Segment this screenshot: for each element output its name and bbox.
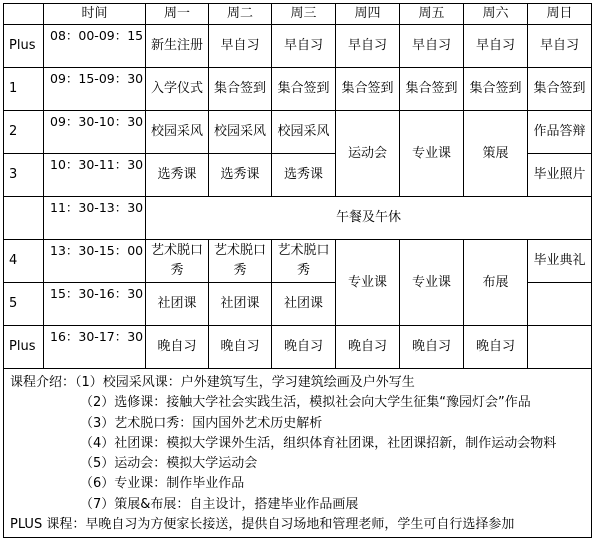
course-cell bbox=[528, 326, 592, 369]
course-cell: 早自习 bbox=[528, 25, 592, 68]
course-cell: 选秀课 bbox=[272, 154, 336, 197]
lunch-cell: 午餐及午休 bbox=[146, 197, 592, 240]
course-cell-merged: 专业课 bbox=[400, 240, 464, 326]
course-cell: 晚自习 bbox=[272, 326, 336, 369]
time-cell: 10：30-11：30 bbox=[44, 154, 146, 197]
header-thu: 周四 bbox=[336, 4, 400, 25]
course-cell-merged: 运动会 bbox=[336, 111, 400, 197]
course-cell: 集合签到 bbox=[400, 68, 464, 111]
period-cell: Plus bbox=[4, 326, 44, 369]
header-wed: 周三 bbox=[272, 4, 336, 25]
course-cell: 集合签到 bbox=[464, 68, 528, 111]
course-cell: 早自习 bbox=[336, 25, 400, 68]
note-line: （7）策展&布展：自主设计，搭建毕业作品画展 bbox=[80, 496, 359, 512]
course-cell: 社团课 bbox=[146, 283, 209, 326]
header-sun: 周日 bbox=[528, 4, 592, 25]
header-period bbox=[4, 4, 44, 25]
header-mon: 周一 bbox=[146, 4, 209, 25]
course-cell-merged: 专业课 bbox=[336, 240, 400, 326]
note-line: PLUS 课程：早晚自习为方便家长接送，提供自习场地和管理老师，学生可自行选择参加 bbox=[10, 517, 515, 533]
header-fri: 周五 bbox=[400, 4, 464, 25]
course-cell: 集合签到 bbox=[209, 68, 272, 111]
time-cell: 15：30-16：30 bbox=[44, 283, 146, 326]
course-cell: 入学仪式 bbox=[146, 68, 209, 111]
course-cell: 集合签到 bbox=[336, 68, 400, 111]
course-cell-merged: 专业课 bbox=[400, 111, 464, 197]
course-cell: 校园采风 bbox=[272, 111, 336, 154]
header-tue: 周二 bbox=[209, 4, 272, 25]
period-cell: 2 bbox=[4, 111, 44, 154]
period-cell: Plus bbox=[4, 25, 44, 68]
notes-row bbox=[4, 369, 592, 538]
course-cell: 选秀课 bbox=[209, 154, 272, 197]
table-row bbox=[4, 25, 592, 68]
header-sat: 周六 bbox=[464, 4, 528, 25]
time-cell: 09：15-09：30 bbox=[44, 68, 146, 111]
course-cell: 早自习 bbox=[272, 25, 336, 68]
time-cell: 08：00-09：15 bbox=[44, 25, 146, 68]
course-cell: 校园采风 bbox=[146, 111, 209, 154]
course-cell: 毕业照片 bbox=[528, 154, 592, 197]
table-row bbox=[4, 197, 592, 240]
course-cell-merged: 布展 bbox=[464, 240, 528, 326]
course-cell: 早自习 bbox=[464, 25, 528, 68]
note-line: （3）艺术脱口秀：国内国外艺术历史解析 bbox=[80, 415, 323, 431]
note-line: （2）选修课：接触大学社会实践生活，模拟社会向大学生征集“豫园灯会”作品 bbox=[80, 395, 531, 411]
course-cell: 艺术脱口秀 bbox=[272, 240, 336, 283]
course-cell: 早自习 bbox=[400, 25, 464, 68]
table-row bbox=[4, 240, 592, 283]
course-cell: 新生注册 bbox=[146, 25, 209, 68]
header-time: 时间 bbox=[44, 4, 146, 25]
note-line: 课程介绍：（1）校园采风课：户外建筑写生，学习建筑绘画及户外写生 bbox=[10, 375, 415, 390]
course-cell: 晚自习 bbox=[464, 326, 528, 369]
period-cell: 5 bbox=[4, 283, 44, 326]
table-row bbox=[4, 68, 592, 111]
period-cell bbox=[4, 197, 44, 240]
course-cell: 社团课 bbox=[272, 283, 336, 326]
course-cell: 集合签到 bbox=[272, 68, 336, 111]
course-cell: 艺术脱口秀 bbox=[146, 240, 209, 283]
time-cell: 16：30-17：30 bbox=[44, 326, 146, 369]
period-cell: 1 bbox=[4, 68, 44, 111]
note-line: （4）社团课：模拟大学课外生活，组织体育社团课，社团课招新，制作运动会物料 bbox=[80, 435, 557, 451]
time-cell: 09：30-10：30 bbox=[44, 111, 146, 154]
course-cell: 晚自习 bbox=[400, 326, 464, 369]
course-cell bbox=[528, 283, 592, 326]
course-cell: 作品答辩 bbox=[528, 111, 592, 154]
course-cell: 校园采风 bbox=[209, 111, 272, 154]
period-cell: 4 bbox=[4, 240, 44, 283]
period-cell: 3 bbox=[4, 154, 44, 197]
note-line: （5）运动会：模拟大学运动会 bbox=[80, 456, 258, 472]
time-cell: 13：30-15：00 bbox=[44, 240, 146, 283]
course-cell-merged: 策展 bbox=[464, 111, 528, 197]
time-cell: 11：30-13：30 bbox=[44, 197, 146, 240]
course-cell: 艺术脱口秀 bbox=[209, 240, 272, 283]
course-cell: 社团课 bbox=[209, 283, 272, 326]
table-row bbox=[4, 326, 592, 369]
course-cell: 早自习 bbox=[209, 25, 272, 68]
note-line: （6）专业课：制作毕业作品 bbox=[80, 476, 245, 492]
table-row bbox=[4, 111, 592, 154]
course-cell: 晚自习 bbox=[209, 326, 272, 369]
header-row bbox=[4, 4, 592, 25]
course-cell: 毕业典礼 bbox=[528, 240, 592, 283]
schedule-table bbox=[3, 3, 592, 538]
course-cell: 选秀课 bbox=[146, 154, 209, 197]
course-cell: 晚自习 bbox=[146, 326, 209, 369]
course-cell: 晚自习 bbox=[336, 326, 400, 369]
course-notes bbox=[4, 369, 592, 538]
course-cell: 集合签到 bbox=[528, 68, 592, 111]
